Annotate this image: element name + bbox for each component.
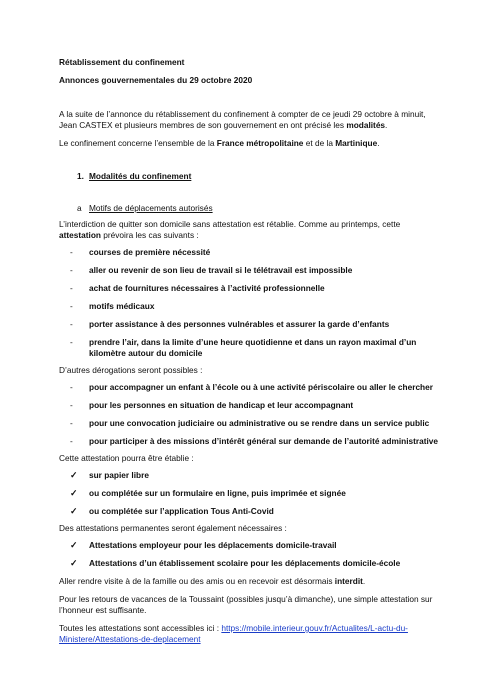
acces-line-1 (59, 623, 408, 634)
subsection-title: Motifs de déplacements autorisés (89, 203, 213, 213)
checkmark-icon: ✓ (70, 558, 78, 568)
list-item-continued: kilomètre autour du domicile (89, 348, 203, 358)
list-item: Attestations d’un établissement scolaire pour les déplacements domicile-école (89, 558, 401, 568)
list-item: ou complétée sur un formulaire en ligne, puis imprimée et signée (89, 488, 346, 498)
list-dash: - (70, 400, 73, 410)
famille-paragraph (59, 576, 365, 587)
toussaint-line-2: l’honneur est suffisante. (59, 605, 147, 615)
list-item: porter assistance à des personnes vulnérables et assurer la garde d’enfants (89, 319, 390, 329)
scope-bold-1: France métropolitaine (216, 138, 304, 148)
list-item: aller ou revenir de son lieu de travail si le télétravail est impossible (89, 265, 353, 275)
intro-end: . (385, 120, 388, 130)
list-item: pour accompagner un enfant à l’école ou à une activité périscolaire ou aller le chercher (89, 382, 433, 392)
scope-text: Le confinement concerne l’ensemble de la (59, 138, 217, 148)
scope-bold-2: Martinique (335, 138, 378, 148)
attestation-bold: attestation (59, 230, 101, 240)
toussaint-line-1: Pour les retours de vacances de la Toussaint (possibles jusqu’à dimanche), une simple attestation sur (59, 594, 433, 604)
section-number: 1. (77, 171, 84, 181)
list-item: courses de première nécessité (89, 247, 211, 257)
intro-line-1: A la suite de l’annonce du rétablissement du confinement à compter de ce jeudi 29 octobre à minuit, (59, 109, 426, 119)
intro-bold: modalités (346, 120, 386, 130)
checkmark-icon: ✓ (70, 540, 78, 550)
list-item: Attestations employeur pour les déplacements domicile-travail (89, 540, 337, 550)
list-dash: - (70, 382, 73, 392)
intro-text: Jean CASTEX et plusieurs membres de son gouvernement en ont précisé les (59, 120, 347, 130)
famille-end: . (362, 576, 366, 586)
acces-text: Toutes les attestations sont accessibles ici : (59, 623, 222, 633)
list-dash: - (70, 436, 73, 446)
attestations-link-continued[interactable]: Ministere/Attestations-de-deplacement (59, 634, 201, 644)
list-item: pour les personnes en situation de handicap et leur accompagnant (89, 400, 354, 410)
list-item: achat de fournitures nécessaires à l’activité professionnelle (89, 283, 325, 293)
list-item: motifs médicaux (89, 301, 155, 311)
checkmark-icon: ✓ (70, 488, 78, 498)
acces-line-2 (59, 634, 201, 645)
intro-line-3 (59, 138, 380, 149)
document-title: Rétablissement du confinement (59, 57, 185, 67)
list-dash: - (70, 319, 73, 329)
checkmark-icon: ✓ (70, 470, 78, 480)
attestation-line-2 (59, 230, 199, 241)
list-item: pour une convocation judiciaire ou administrative ou se rendre dans un service public (89, 418, 430, 428)
intro-line-2 (59, 120, 387, 131)
subsection-letter: a (77, 203, 82, 213)
section-title: Modalités du confinement (89, 171, 192, 181)
attestation-line-1: L’interdiction de quitter son domicile sans attestation est rétablie. Comme au printemps, cette (59, 219, 401, 229)
list-dash: - (70, 265, 73, 275)
list-dash: - (70, 418, 73, 428)
list-item: sur papier libre (89, 470, 149, 480)
list-dash: - (70, 283, 73, 293)
list-item: prendre l’air, dans la limite d’une heure quotidienne et dans un rayon maximal d’un (89, 337, 417, 347)
list-dash: - (70, 247, 73, 257)
scope-mid: et de la (303, 138, 336, 148)
list-item: pour participer à des missions d’intérêt général sur demande de l’autorité administrative (89, 436, 439, 446)
attestation-end: prévoira les cas suivants : (100, 230, 199, 240)
list-dash: - (70, 301, 73, 311)
list-item: ou complétée sur l’application Tous Anti-Covid (89, 506, 274, 516)
permanentes-intro: Des attestations permanentes seront également nécessaires : (59, 523, 287, 533)
famille-bold: interdit (334, 576, 363, 586)
derogations-intro: D’autres dérogations seront possibles : (59, 365, 203, 375)
document-subtitle: Annonces gouvernementales du 29 octobre 2020 (59, 75, 253, 85)
famille-text: Aller rendre visite à de la famille ou des amis ou en recevoir est désormais (59, 576, 335, 586)
scope-end: . (377, 138, 380, 148)
etablie-intro: Cette attestation pourra être établie : (59, 453, 194, 463)
attestations-link[interactable]: https://mobile.interieur.gouv.fr/Actualites/L-actu-du- (221, 623, 408, 633)
checkmark-icon: ✓ (70, 506, 78, 516)
list-dash: - (70, 337, 73, 347)
